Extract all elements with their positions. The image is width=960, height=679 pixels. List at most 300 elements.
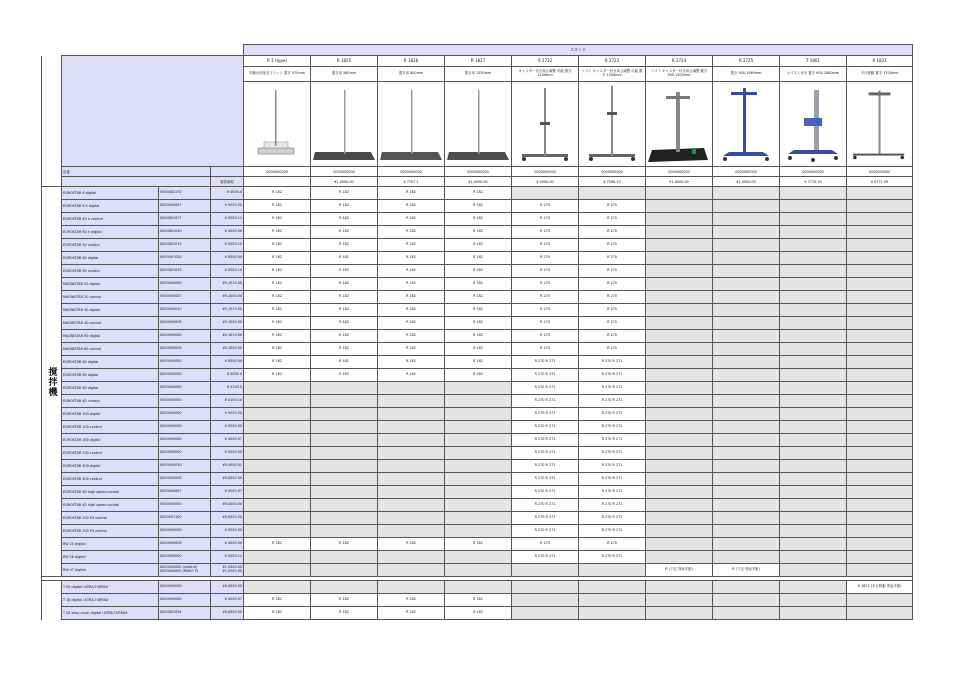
model-price: ¥ 0000.00 (211, 447, 244, 460)
compat-cell (244, 408, 311, 421)
model-name: EUROSTAR 200 control (62, 447, 159, 460)
compat-cell (847, 551, 913, 564)
model-code: 0000000000 (159, 447, 211, 460)
compat-cell (512, 594, 579, 607)
compat-cell: R 182 (311, 252, 378, 265)
compat-cell: R 270 R 271 (579, 499, 646, 512)
compat-cell (646, 304, 713, 317)
compat-cell (512, 187, 579, 200)
compat-cell: R 182 (244, 330, 311, 343)
compat-cell (378, 551, 445, 564)
compat-cell (713, 213, 780, 226)
model-price: ¥ 0000.0 (211, 187, 244, 200)
compat-cell: R 270 R 271 (512, 447, 579, 460)
model-code: 0000000000 (159, 594, 211, 607)
stand-description: 実験台用延長フラット 置き 570mm (244, 67, 311, 82)
model-code: 0000000007 (159, 200, 211, 213)
model-name: EUROSTAR 60 h digital (62, 226, 159, 239)
compat-cell (646, 499, 713, 512)
compat-cell: R 270 (579, 538, 646, 551)
compat-cell (646, 213, 713, 226)
compat-cell: R 270 R 271 (579, 408, 646, 421)
model-code: 0000000000 (159, 330, 211, 343)
compat-cell (378, 581, 445, 594)
compat-cell (445, 499, 512, 512)
compat-cell (445, 421, 512, 434)
stand-code: 0000000000 (713, 167, 780, 177)
model-code: 0000002170 (159, 187, 211, 200)
compat-cell (378, 512, 445, 525)
table-row (42, 252, 913, 265)
compat-cell: R 182 (244, 343, 311, 356)
compat-cell (311, 460, 378, 473)
model-name: EUROSTAR 60 control (62, 395, 159, 408)
stand-price (244, 177, 311, 187)
compat-cell (780, 581, 847, 594)
compat-cell: R 270 (512, 330, 579, 343)
compat-cell: R 270 R 271 (512, 369, 579, 382)
stand-image (780, 82, 847, 167)
compat-cell (847, 213, 913, 226)
compat-cell (646, 252, 713, 265)
compat-cell: R 182 (378, 213, 445, 226)
model-price: ¥0,0000.00 (211, 499, 244, 512)
model-code: 0000000000 (159, 551, 211, 564)
compat-cell (847, 538, 913, 551)
stand-photo-icon (512, 82, 578, 166)
model-name: T 25 easy clean digital ULTRA-TURRAX (62, 607, 159, 620)
compat-cell (378, 447, 445, 460)
model-price: ¥0,1000.00 (211, 291, 244, 304)
compat-cell (713, 356, 780, 369)
stand-description: 置き用 580mm (311, 67, 378, 82)
compat-cell: R 270 R 271 (579, 356, 646, 369)
model-code: 0000000007 (159, 486, 211, 499)
compat-cell (646, 525, 713, 538)
stand-image (378, 82, 445, 167)
compat-cell (311, 473, 378, 486)
compat-cell (847, 594, 913, 607)
compat-cell (847, 460, 913, 473)
compat-cell: R 182 (378, 317, 445, 330)
compat-cell: R 270 R 271 (512, 408, 579, 421)
stand-name-row (42, 56, 913, 67)
compat-cell (646, 369, 713, 382)
compat-cell: R 182 (311, 356, 378, 369)
table-row (42, 395, 913, 408)
stand-price: ¥1,0000.00 (311, 177, 378, 187)
compat-cell (311, 434, 378, 447)
compat-cell (847, 486, 913, 499)
stand-image (646, 82, 713, 167)
compat-cell: R 182 (311, 226, 378, 239)
compat-cell: R 270 R 271 (579, 434, 646, 447)
compat-cell (780, 421, 847, 434)
table-row (42, 486, 913, 499)
compat-cell (713, 421, 780, 434)
compat-cell: R 182 (445, 343, 512, 356)
stand-name: R 1 (type) (244, 56, 311, 67)
compat-cell (847, 395, 913, 408)
compat-cell (445, 434, 512, 447)
compat-cell (780, 239, 847, 252)
compat-cell (847, 252, 913, 265)
compat-cell: R 182 (244, 594, 311, 607)
compat-cell (311, 499, 378, 512)
compat-cell: R 270 (512, 304, 579, 317)
compat-cell (713, 594, 780, 607)
model-price: ¥0,0000.01 (211, 460, 244, 473)
compat-cell (378, 395, 445, 408)
compat-cell (713, 226, 780, 239)
compat-cell (847, 369, 913, 382)
compat-cell (847, 421, 913, 434)
compat-cell (780, 343, 847, 356)
table-row (42, 317, 913, 330)
compat-cell (512, 581, 579, 594)
compat-cell (780, 200, 847, 213)
model-code: 0000001020 (159, 252, 211, 265)
compat-cell (780, 304, 847, 317)
compat-cell (780, 317, 847, 330)
model-name: EUROSTAR 60 high speed control (62, 486, 159, 499)
compat-cell (378, 525, 445, 538)
stand-photo-icon (445, 82, 511, 166)
compat-cell (713, 434, 780, 447)
stand-code: 0000000000 (445, 167, 512, 177)
stand-name: R 2723 (579, 56, 646, 67)
compat-cell (780, 369, 847, 382)
compat-cell: R 182 (378, 265, 445, 278)
compat-cell: R 1821 (平行移動 別途手配) (847, 581, 913, 594)
compat-cell (646, 434, 713, 447)
compat-cell: R 182 (244, 187, 311, 200)
title-row (42, 45, 913, 56)
compat-cell (646, 607, 713, 620)
model-code: 0000001019 (159, 265, 211, 278)
table-row (42, 551, 913, 564)
stand-image (512, 82, 579, 167)
compat-cell (847, 226, 913, 239)
stand-name: T 1801 (780, 56, 847, 67)
compat-cell (646, 486, 713, 499)
compat-cell: R 182 (311, 343, 378, 356)
model-code: 0000000000 (159, 382, 211, 395)
compat-cell: R 270 R 271 (512, 551, 579, 564)
model-price: ¥ 0000.00 (211, 226, 244, 239)
model-code: 0000000000 (159, 369, 211, 382)
compat-cell (244, 421, 311, 434)
compat-cell (847, 564, 913, 577)
compat-cell: R 182 (445, 369, 512, 382)
compat-cell: R 182 (311, 200, 378, 213)
compat-cell: R 182 (244, 213, 311, 226)
compat-cell (780, 213, 847, 226)
compat-cell (713, 304, 780, 317)
compat-cell (713, 512, 780, 525)
compat-cell (646, 538, 713, 551)
model-price: ¥ 0000.10 (211, 265, 244, 278)
compat-cell (579, 594, 646, 607)
compat-cell (713, 408, 780, 421)
stand-code: 0000000209 (244, 167, 311, 177)
compat-cell: R 182 (445, 200, 512, 213)
model-name: EUROSTAR 100 control (62, 421, 159, 434)
compat-cell: R 270 (512, 278, 579, 291)
compat-cell (445, 486, 512, 499)
model-name: EUROSTAR 200 P4 control (62, 512, 159, 525)
left-gutter (42, 581, 62, 594)
compat-cell (646, 421, 713, 434)
model-code: 0000000000 (159, 581, 211, 594)
table-row (42, 564, 913, 577)
compat-cell: R (下記 別途手配) (713, 564, 780, 577)
compat-cell: R 270 (579, 226, 646, 239)
compat-cell (244, 473, 311, 486)
model-code: 0000001004 (159, 607, 211, 620)
compat-cell (378, 564, 445, 577)
table-row (42, 525, 913, 538)
compat-cell: R 182 (378, 607, 445, 620)
stand-image (311, 82, 378, 167)
model-code: 0000000000 (control) 0000000000 (RW47 P) (159, 564, 211, 577)
compat-cell: R 270 R 271 (579, 421, 646, 434)
compat-cell (780, 408, 847, 421)
compat-cell (780, 330, 847, 343)
compat-cell (780, 538, 847, 551)
stand-code: 0000000000 (378, 167, 445, 177)
compat-cell: R 182 (378, 239, 445, 252)
stand-price: ¥ 7707.1 (378, 177, 445, 187)
compat-cell (646, 447, 713, 460)
compat-cell: R 182 (378, 187, 445, 200)
compat-cell (646, 278, 713, 291)
compat-cell: R 270 R 271 (512, 382, 579, 395)
table-row (42, 382, 913, 395)
compat-cell (646, 594, 713, 607)
compat-cell (512, 607, 579, 620)
stand-code: 0000000000 (579, 167, 646, 177)
compat-cell: R 182 (244, 200, 311, 213)
left-gutter (42, 82, 62, 167)
compat-cell (780, 252, 847, 265)
model-code: 0000000009 (159, 317, 211, 330)
compat-cell (847, 473, 913, 486)
compat-cell (445, 382, 512, 395)
compat-cell: R 270 (579, 343, 646, 356)
code-row (42, 167, 913, 177)
table-row (42, 226, 913, 239)
model-name: EUROSTAR 20 control (62, 239, 159, 252)
stand-price: ¥ 7770.10 (780, 177, 847, 187)
compat-cell (311, 421, 378, 434)
corner-blank (42, 45, 62, 56)
compat-cell: R 182 (445, 187, 512, 200)
compat-cell (311, 382, 378, 395)
compat-cell (646, 187, 713, 200)
compat-cell: R 182 (378, 278, 445, 291)
compat-cell (378, 486, 445, 499)
model-price: ¥ 0000.00 (211, 356, 244, 369)
code-label: 品番 (62, 167, 211, 177)
model-price: ¥ 0000.00 (211, 408, 244, 421)
compat-cell: R 270 R 271 (579, 525, 646, 538)
compat-cell: R 270 R 271 (512, 473, 579, 486)
compat-cell (847, 382, 913, 395)
table-row (42, 304, 913, 317)
left-gutter (42, 167, 62, 177)
model-price: ¥1,0000.00 ¥1,0000.00 (211, 564, 244, 577)
model-name: EUROSTAR 60 high speed control (62, 499, 159, 512)
corner-blank-2 (62, 45, 244, 56)
compat-cell (311, 512, 378, 525)
model-price: ¥0,1010.00 (211, 304, 244, 317)
stand-name: R 1827 (445, 56, 512, 67)
compat-cell (646, 317, 713, 330)
header-blank (62, 56, 244, 167)
compat-cell: R 270 (512, 226, 579, 239)
stand-code: 0000000000 (646, 167, 713, 177)
stand-photo-icon (579, 82, 645, 166)
compat-cell (713, 317, 780, 330)
stand-image (445, 82, 512, 167)
model-name: RW 28 digital (62, 551, 159, 564)
model-code: 0000001019 (159, 239, 211, 252)
compat-cell (780, 187, 847, 200)
compat-cell (780, 499, 847, 512)
price-label-empty (62, 177, 211, 187)
stand-name: R 1825 (311, 56, 378, 67)
compat-cell (445, 512, 512, 525)
compat-cell: R 182 (378, 356, 445, 369)
stand-price: ¥1,0000.00 (445, 177, 512, 187)
table-row (42, 330, 913, 343)
compat-cell: R 270 (512, 200, 579, 213)
model-code: 0000000000 (159, 278, 211, 291)
table-row (42, 408, 913, 421)
compat-cell: R 182 (311, 594, 378, 607)
model-price: ¥ 0000.07 (211, 486, 244, 499)
code-label-empty (211, 167, 244, 177)
stand-price: ¥ 0771.09 (847, 177, 913, 187)
model-code: 0000001100 (159, 512, 211, 525)
compat-cell (244, 551, 311, 564)
model-name: EUROSTAR 200 digital (62, 434, 159, 447)
model-code: 0000001010 (159, 226, 211, 239)
model-name: MAGNISTAR 20 control (62, 291, 159, 304)
table-row (42, 421, 913, 434)
compat-cell (713, 200, 780, 213)
compat-cell (646, 200, 713, 213)
compat-cell (445, 460, 512, 473)
compat-cell: R 182 (311, 607, 378, 620)
model-name: T 50 digital ULTRA-TURRAX (62, 581, 159, 594)
compat-cell (713, 239, 780, 252)
compat-cell: R 182 (244, 538, 311, 551)
model-price: ¥ 0000.10 (211, 239, 244, 252)
stand-image (244, 82, 311, 167)
compat-cell (780, 564, 847, 577)
table-row (42, 512, 913, 525)
compat-cell (847, 187, 913, 200)
model-code: 0000000000 (159, 356, 211, 369)
table-row (42, 343, 913, 356)
compat-cell (847, 434, 913, 447)
model-code: 0000000000 (159, 421, 211, 434)
compat-cell (244, 581, 311, 594)
compat-cell (445, 581, 512, 594)
compat-cell (378, 473, 445, 486)
compat-cell (244, 512, 311, 525)
compat-cell: R 270 R 271 (579, 551, 646, 564)
compat-cell: R 182 (244, 317, 311, 330)
table-row (42, 278, 913, 291)
compat-cell: R 182 (445, 304, 512, 317)
table-row (42, 434, 913, 447)
model-code: 0000000009 (159, 473, 211, 486)
compat-cell (780, 434, 847, 447)
stand-description: 平行移動 置き 1700mm (847, 67, 913, 82)
compat-cell: R 182 (311, 239, 378, 252)
compat-cell (244, 499, 311, 512)
compat-cell (311, 447, 378, 460)
compat-cell (713, 369, 780, 382)
compat-cell (713, 473, 780, 486)
compat-cell: R 182 (445, 356, 512, 369)
left-gutter (42, 177, 62, 187)
model-name: EUROSTAR 200 P4 control (62, 525, 159, 538)
stand-photo-icon (646, 82, 712, 166)
compat-cell: R 270 (579, 252, 646, 265)
compat-cell: R 270 (579, 291, 646, 304)
compat-cell (646, 239, 713, 252)
compat-cell (847, 304, 913, 317)
compat-cell: R 182 (378, 200, 445, 213)
compat-cell (713, 538, 780, 551)
compat-cell (713, 382, 780, 395)
compat-cell (646, 551, 713, 564)
compat-cell: R 182 (445, 607, 512, 620)
compat-cell (445, 447, 512, 460)
compat-cell: R 182 (244, 356, 311, 369)
stand-photo-icon (847, 82, 912, 166)
compat-cell (780, 356, 847, 369)
table-row (42, 369, 913, 382)
compat-cell (847, 408, 913, 421)
compat-cell: R 182 (244, 226, 311, 239)
compat-cell: R 182 (378, 538, 445, 551)
model-price: ¥ 0000.00 (211, 421, 244, 434)
compat-cell (244, 382, 311, 395)
compat-cell (780, 607, 847, 620)
compat-cell: R 270 R 271 (579, 447, 646, 460)
compat-cell: R 182 (244, 304, 311, 317)
compat-cell (311, 395, 378, 408)
compat-cell: R 270 R 271 (579, 460, 646, 473)
compat-cell (847, 343, 913, 356)
model-price: ¥0,0000.00 (211, 607, 244, 620)
compat-cell (847, 317, 913, 330)
model-name: T 18 digital ULTRA-TURRAX (62, 594, 159, 607)
compat-cell: R 270 (579, 200, 646, 213)
compat-cell (847, 239, 913, 252)
compat-cell: R 182 (244, 278, 311, 291)
compat-cell (713, 278, 780, 291)
compat-cell: R 270 R 271 (579, 486, 646, 499)
compat-cell (847, 330, 913, 343)
compat-cell (646, 395, 713, 408)
table-row (42, 239, 913, 252)
